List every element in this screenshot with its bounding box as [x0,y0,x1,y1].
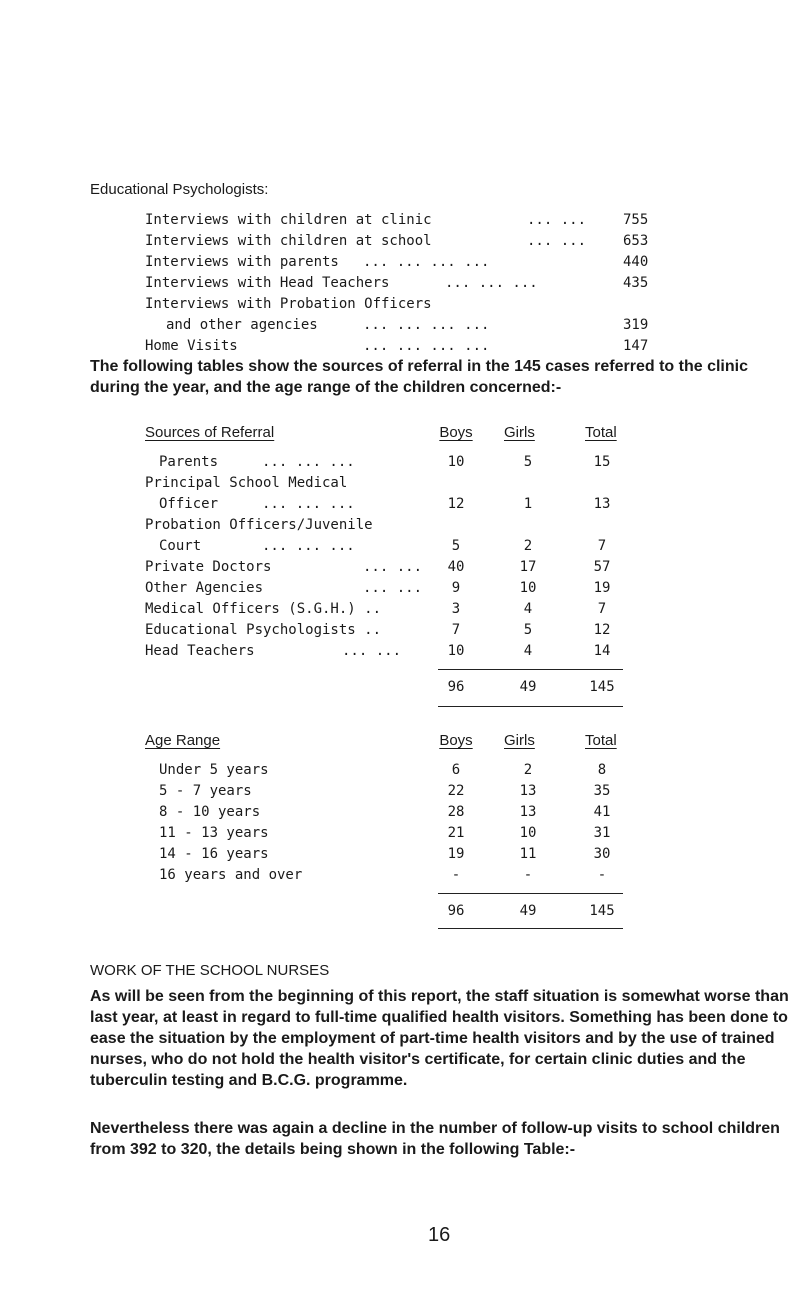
table-row-label: Educational Psychologists .. [145,622,382,638]
list-item: Home Visits [145,338,238,354]
table-cell-total: 57 [593,559,611,575]
table-cell-boys: 9 [451,580,461,596]
sources-header-label: Sources of Referral [145,424,275,441]
list-value: 147 [623,338,649,354]
table-row-label: Private Doctors [145,559,272,575]
table-cell-total: 31 [593,825,611,841]
table-cell-boys: 10 [447,643,465,659]
table-cell-girls: 11 [519,846,537,862]
table-cell-girls: 10 [519,825,537,841]
table-cell-boys: 3 [451,601,461,617]
table-row-label-cont: Court [159,538,202,554]
table-cell-girls: 17 [519,559,537,575]
list-value: 319 [623,317,649,333]
table-row-dots: ... ... ... [262,538,355,554]
table-row-dots: ... ... [342,643,402,659]
table-cell-total: 7 [597,538,607,554]
table-cell-boys: 5 [451,538,461,554]
table-cell-girls: 2 [523,538,533,554]
table-cell-total: 8 [597,762,607,778]
nurses-paragraph-2: Nevertheless there was again a decline in the number of follow-up visits to school children from 392 to 320, the details being shown in the following Table:- [90,1120,780,1158]
table-row-dots: ... ... ... [262,454,355,470]
age-header-boys: Boys [439,732,473,749]
table-row-label: Parents [159,454,219,470]
table-cell-girls: 4 [523,601,533,617]
table-cell-girls: 13 [519,783,537,799]
sources-header-girls: Girls [504,424,535,441]
table-cell-total: 13 [593,496,611,512]
table-cell-girls: 5 [523,454,533,470]
table-total-total: 145 [589,903,615,919]
table-total-boys: 96 [447,679,465,695]
table-cell-girls: 10 [519,580,537,596]
table-cell-total: 12 [593,622,611,638]
age-header-girls: Girls [504,732,535,749]
table-cell-boys: 21 [447,825,465,841]
table-cell-boys: 12 [447,496,465,512]
list-dots: ... ... [527,212,587,228]
section-heading-school-nurses: WORK OF THE SCHOOL NURSES [90,962,330,979]
table-cell-boys: 40 [447,559,465,575]
table-cell-total: 15 [593,454,611,470]
list-item: Interviews with children at clinic [145,212,432,228]
table-cell-boys: 28 [447,804,465,820]
nurses-paragraph-1: As will be seen from the beginning of this report, the staff situation is somewhat worse than last year, at least in regard to full-time qualified health visitors. Something has been done to ease the situation by the employment of part-time health visitors and by the use of trained nurses, who do not hold the health visitor's certificate, for certain clinic duties and the tuberculin testing and B.C.G. programme. [90,988,789,1089]
table-row-label: Principal School Medical [145,475,348,491]
table-row-label: Head Teachers [145,643,255,659]
list-item: Interviews with children at school [145,233,432,249]
table-total-boys: 96 [447,903,465,919]
table-row-dots: ... ... ... [262,496,355,512]
table-cell-total: 30 [593,846,611,862]
list-value: 755 [623,212,649,228]
list-dots: ... ... ... ... [363,254,490,270]
table-cell-girls: - [523,867,533,883]
table-total-total: 145 [589,679,615,695]
list-item: Interviews with parents [145,254,339,270]
table-row-label: 8 - 10 years [159,804,261,820]
table-row-label: Probation Officers/Juvenile [145,517,373,533]
list-value: 435 [623,275,649,291]
age-header-total: Total [585,732,617,749]
table-row-label: 11 - 13 years [159,825,269,841]
table-cell-girls: 5 [523,622,533,638]
table-cell-total: 14 [593,643,611,659]
list-item: and other agencies [166,317,318,333]
table-row-label: Other Agencies [145,580,264,596]
list-value: 440 [623,254,649,270]
age-header-label: Age Range [145,732,221,749]
table-cell-total: 19 [593,580,611,596]
sources-header-total: Total [585,424,617,441]
table-total-girls: 49 [519,679,537,695]
sources-header-boys: Boys [439,424,473,441]
table-row-label: Medical Officers (S.G.H.) .. [145,601,382,617]
table-cell-boys: 7 [451,622,461,638]
table-cell-boys: 6 [451,762,461,778]
table-cell-boys: 22 [447,783,465,799]
table-row-label: 14 - 16 years [159,846,269,862]
table-cell-total: 35 [593,783,611,799]
table-cell-boys: - [451,867,461,883]
list-dots: ... ... ... ... [363,317,490,333]
intro-paragraph: The following tables show the sources of referral in the 145 cases referred to the clinic during the year, and the age range of the children concerned:- [90,358,748,396]
table-row-label-cont: Officer [159,496,219,512]
table-divider [438,928,623,929]
table-cell-total: 41 [593,804,611,820]
table-cell-total: 7 [597,601,607,617]
table-cell-girls: 2 [523,762,533,778]
list-dots: ... ... [527,233,587,249]
table-row-dots: ... ... [363,580,423,596]
list-dots: ... ... ... [445,275,538,291]
table-row-label: 16 years and over [159,867,303,883]
table-divider [438,893,623,894]
table-cell-total: - [597,867,607,883]
table-row-label: Under 5 years [159,762,269,778]
table-divider [438,706,623,707]
table-divider [438,669,623,670]
table-cell-girls: 1 [523,496,533,512]
table-row-dots: ... ... [363,559,423,575]
table-row-label: 5 - 7 years [159,783,252,799]
list-dots: ... ... ... ... [363,338,490,354]
section-heading-educational-psychologists: Educational Psychologists: [90,181,269,198]
page-number: 16 [428,1224,451,1246]
table-cell-girls: 4 [523,643,533,659]
table-cell-girls: 13 [519,804,537,820]
list-item: Interviews with Head Teachers [145,275,390,291]
list-item: Interviews with Probation Officers [145,296,432,312]
table-total-girls: 49 [519,903,537,919]
table-cell-boys: 19 [447,846,465,862]
table-cell-boys: 10 [447,454,465,470]
list-value: 653 [623,233,649,249]
